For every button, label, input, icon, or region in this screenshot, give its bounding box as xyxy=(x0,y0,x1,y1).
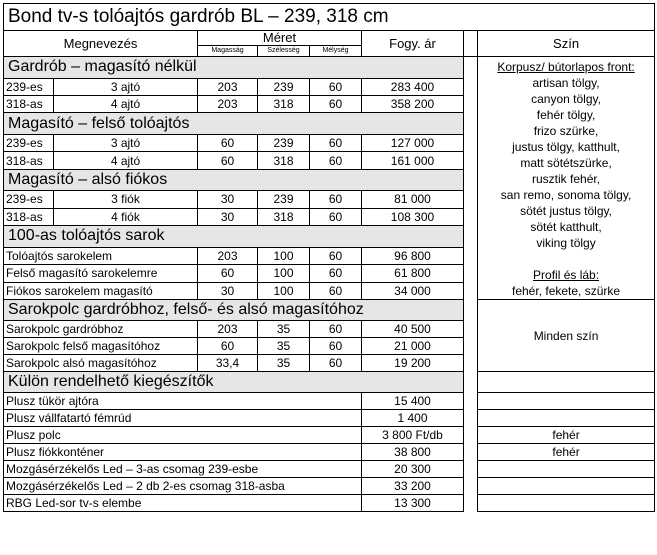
row-name: Plusz fiókkonténer xyxy=(4,444,362,461)
row-height: 33,4 xyxy=(198,355,258,372)
column-gap xyxy=(464,444,478,461)
row-price: 33 200 xyxy=(362,478,464,495)
row-name: RBG Led-sor tv-s elembe xyxy=(4,495,362,512)
row-name: Plusz polc xyxy=(4,427,362,444)
column-gap xyxy=(464,169,478,191)
page-title: Bond tv-s tolóajtós gardrób BL – 239, 318 cm xyxy=(4,4,655,31)
column-gap xyxy=(464,265,478,282)
front-color-item: artisan tölgy, xyxy=(532,76,600,90)
row-width: 239 xyxy=(258,134,310,151)
row-depth: 60 xyxy=(310,321,362,338)
front-colors-title: Korpusz/ bútorlapos front: xyxy=(497,60,635,74)
row-name: 318-as xyxy=(4,95,54,112)
row-price: 34 000 xyxy=(362,282,464,300)
row-color: fehér xyxy=(478,427,655,444)
column-gap xyxy=(464,410,478,427)
row-depth: 60 xyxy=(310,152,362,169)
row-depth: 60 xyxy=(310,78,362,95)
row-height: 30 xyxy=(198,191,258,208)
column-gap xyxy=(464,208,478,225)
table-row xyxy=(4,461,655,478)
row-price: 61 800 xyxy=(362,265,464,282)
row-name: 318-as xyxy=(4,152,54,169)
row-name: Plusz tükör ajtóra xyxy=(4,393,362,410)
row-price: 38 800 xyxy=(362,444,464,461)
row-height: 60 xyxy=(198,152,258,169)
row-price: 1 400 xyxy=(362,410,464,427)
row-width: 239 xyxy=(258,191,310,208)
column-gap xyxy=(464,393,478,410)
row-name: Felső magasító sarokelemre xyxy=(4,265,198,282)
row-height: 203 xyxy=(198,95,258,112)
row-variant: 3 ajtó xyxy=(54,78,198,95)
front-color-item: frizo szürke, xyxy=(533,124,599,138)
row-name: Tolóajtós sarokelem xyxy=(4,247,198,264)
row-name: Plusz vállfatartó fémrúd xyxy=(4,410,362,427)
row-width: 100 xyxy=(258,265,310,282)
header-size: Méret xyxy=(198,31,362,46)
row-variant: 4 ajtó xyxy=(54,152,198,169)
section-title: Külön rendelhető kiegészítők xyxy=(4,372,464,393)
row-color: fehér xyxy=(478,444,655,461)
header-price: Fogy. ár xyxy=(362,31,464,57)
column-gap xyxy=(464,478,478,495)
column-gap xyxy=(464,372,478,393)
header-color: Szín xyxy=(478,31,655,57)
row-price: 96 800 xyxy=(362,247,464,264)
table-row xyxy=(4,427,655,444)
row-color xyxy=(478,478,655,495)
column-gap xyxy=(464,300,478,321)
table-row xyxy=(4,444,655,461)
front-color-item: rusztik fehér, xyxy=(532,172,601,186)
color-info-cell xyxy=(478,57,655,300)
row-width: 318 xyxy=(258,95,310,112)
price-sheet xyxy=(3,3,654,552)
column-gap xyxy=(464,78,478,95)
front-color-item: sötét justus tölgy, xyxy=(520,204,612,218)
row-name: 239-es xyxy=(4,134,54,151)
row-name: Mozgásérzékelős Led – 3-as csomag 239-esbe xyxy=(4,461,362,478)
row-depth: 60 xyxy=(310,282,362,300)
column-gap xyxy=(464,321,478,338)
front-color-item: canyon tölgy, xyxy=(531,92,601,106)
front-color-item: viking tölgy xyxy=(536,236,596,250)
row-price: 3 800 Ft/db xyxy=(362,427,464,444)
front-color-item: san remo, sonoma tölgy, xyxy=(500,188,632,202)
row-price: 20 300 xyxy=(362,461,464,478)
row-name: 318-as xyxy=(4,208,54,225)
column-gap xyxy=(464,461,478,478)
row-variant: 3 ajtó xyxy=(54,134,198,151)
row-depth: 60 xyxy=(310,134,362,151)
row-price: 40 500 xyxy=(362,321,464,338)
column-gap xyxy=(464,31,478,57)
front-color-item: sötét katthult, xyxy=(530,220,602,234)
row-price: 21 000 xyxy=(362,338,464,355)
front-color-item: fehér tölgy, xyxy=(536,108,596,122)
row-price: 81 000 xyxy=(362,191,464,208)
row-color xyxy=(478,461,655,478)
table-row xyxy=(4,478,655,495)
row-price: 15 400 xyxy=(362,393,464,410)
row-price: 108 300 xyxy=(362,208,464,225)
row-depth: 60 xyxy=(310,191,362,208)
row-name: Sarokpolc gardróbhoz xyxy=(4,321,198,338)
row-height: 203 xyxy=(198,321,258,338)
column-gap xyxy=(464,152,478,169)
section-header xyxy=(4,300,655,321)
front-color-item: matt sötétszürke, xyxy=(520,156,612,170)
header-depth: Mélység xyxy=(310,46,362,57)
table-row xyxy=(4,393,655,410)
row-name: 239-es xyxy=(4,191,54,208)
row-name: Sarokpolc alsó magasítóhoz xyxy=(4,355,198,372)
column-gap xyxy=(464,95,478,112)
column-gap xyxy=(464,495,478,512)
row-width: 239 xyxy=(258,78,310,95)
row-name: Sarokpolc felső magasítóhoz xyxy=(4,338,198,355)
row-name: 239-es xyxy=(4,78,54,95)
row-height: 60 xyxy=(198,265,258,282)
section-header xyxy=(4,57,655,79)
spacer xyxy=(480,251,652,267)
column-gap xyxy=(464,247,478,264)
section-title: 100-as tolóajtós sarok xyxy=(4,226,464,248)
column-gap xyxy=(464,191,478,208)
row-width: 318 xyxy=(258,152,310,169)
row-price: 283 400 xyxy=(362,78,464,95)
section-title: Sarokpolc gardróbhoz, felső- és alsó magasítóhoz xyxy=(4,300,464,321)
row-name: Fiókos sarokelem magasító xyxy=(4,282,198,300)
row-width: 35 xyxy=(258,355,310,372)
row-price: 19 200 xyxy=(362,355,464,372)
column-gap xyxy=(464,226,478,248)
header-name: Megnevezés xyxy=(4,31,198,57)
row-height: 203 xyxy=(198,78,258,95)
corner-shelf-color: Minden szín xyxy=(478,300,655,372)
row-price: 358 200 xyxy=(362,95,464,112)
row-width: 35 xyxy=(258,321,310,338)
column-gap xyxy=(464,134,478,151)
section-title: Magasító – felső tolóajtós xyxy=(4,113,464,135)
row-name: Mozgásérzékelős Led – 2 db 2-es csomag 318-asba xyxy=(4,478,362,495)
row-height: 30 xyxy=(198,208,258,225)
row-depth: 60 xyxy=(310,208,362,225)
color-cell xyxy=(478,372,655,393)
table-row xyxy=(4,410,655,427)
row-height: 30 xyxy=(198,282,258,300)
column-gap xyxy=(464,282,478,300)
header-height: Magasság xyxy=(198,46,258,57)
row-width: 100 xyxy=(258,282,310,300)
price-table xyxy=(3,3,655,512)
row-depth: 60 xyxy=(310,355,362,372)
column-gap xyxy=(464,427,478,444)
section-title: Magasító – alsó fiókos xyxy=(4,169,464,191)
row-color xyxy=(478,495,655,512)
front-color-item: justus tölgy, katthult, xyxy=(512,140,620,154)
table-row xyxy=(4,495,655,512)
row-width: 35 xyxy=(258,338,310,355)
row-depth: 60 xyxy=(310,247,362,264)
row-height: 60 xyxy=(198,338,258,355)
header-width: Szélesség xyxy=(258,46,310,57)
row-depth: 60 xyxy=(310,338,362,355)
row-color xyxy=(478,410,655,427)
profile-colors: fehér, fekete, szürke xyxy=(512,284,621,298)
section-title: Gardrób – magasító nélkül xyxy=(4,57,464,79)
row-depth: 60 xyxy=(310,265,362,282)
row-color xyxy=(478,393,655,410)
column-gap xyxy=(464,355,478,372)
row-height: 60 xyxy=(198,134,258,151)
row-price: 161 000 xyxy=(362,152,464,169)
row-depth: 60 xyxy=(310,95,362,112)
row-variant: 3 fiók xyxy=(54,191,198,208)
column-gap xyxy=(464,338,478,355)
row-width: 100 xyxy=(258,247,310,264)
row-price: 127 000 xyxy=(362,134,464,151)
row-variant: 4 ajtó xyxy=(54,95,198,112)
row-width: 318 xyxy=(258,208,310,225)
row-height: 203 xyxy=(198,247,258,264)
column-gap xyxy=(464,57,478,79)
row-price: 13 300 xyxy=(362,495,464,512)
row-variant: 4 fiók xyxy=(54,208,198,225)
section-header xyxy=(4,372,655,393)
profile-colors-title: Profil és láb: xyxy=(533,268,600,282)
column-gap xyxy=(464,113,478,135)
